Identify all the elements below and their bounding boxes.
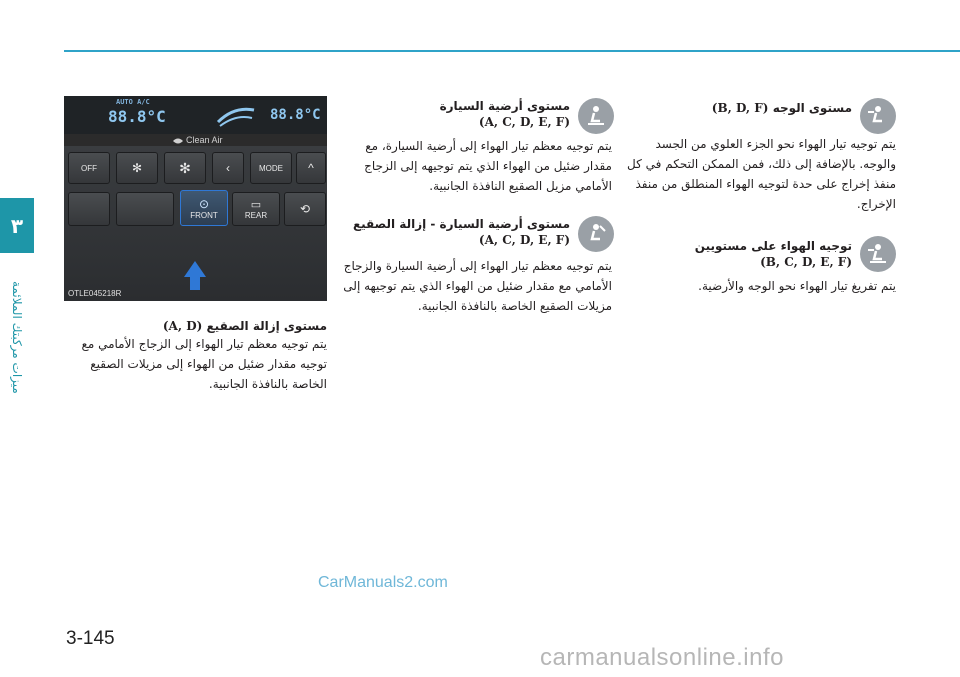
section-floor-body bbox=[340, 136, 612, 196]
chapter-title-text: ميزات مركبتك الملائمة bbox=[10, 280, 24, 394]
panel-blank-button-1[interactable] bbox=[68, 192, 110, 226]
panel-blank-button-2[interactable] bbox=[116, 192, 174, 226]
front-defrost-button[interactable] bbox=[180, 190, 228, 226]
display-temp-left: 88.8°C bbox=[108, 107, 166, 126]
watermark: CarManuals2.com bbox=[318, 574, 448, 591]
section-models: (B, D, F) bbox=[711, 101, 769, 115]
display-temp-right: 88.8°C bbox=[270, 107, 321, 123]
mode-button[interactable]: MODE bbox=[250, 152, 292, 184]
fan-high-button[interactable]: ✻ bbox=[164, 152, 206, 184]
section-bilevel bbox=[620, 238, 852, 270]
fan-low-button[interactable]: ✻ bbox=[116, 152, 158, 184]
header-rule bbox=[64, 50, 960, 52]
mode-up-button[interactable]: ^ bbox=[296, 152, 326, 184]
clean-air-label: Clean Air bbox=[186, 135, 223, 145]
rear-defrost-icon: ▭ bbox=[250, 199, 262, 211]
section-title: مستوى أرضية السيارة bbox=[439, 99, 570, 113]
pointer-arrow-icon bbox=[184, 261, 206, 277]
section-floor-defrost-body bbox=[340, 256, 612, 316]
pointer-arrow-stem bbox=[190, 276, 200, 290]
bilevel-icon bbox=[860, 236, 896, 272]
section-body: يتم توجيه معظم تيار الهواء إلى أرضية السيارة والزجاج الأمامي مع مقدار ضئيل من الهواء الذي يتم توجيهه إلى مزيلات الصقيع الخاصة بالنافذة الجانبية. bbox=[343, 259, 612, 313]
section-models: (A, C, D, E, F) bbox=[478, 233, 570, 247]
section-body: يتم تفريغ تيار الهواء نحو الوجه والأرضية. bbox=[698, 279, 896, 293]
climate-display bbox=[64, 96, 327, 134]
section-body: يتم توجيه معظم تيار الهواء إلى أرضية السيارة، مع مقدار ضئيل من الهواء الذي يتم توجيهه إلى الزجاج الأمامي مزيل الصقيع النافذة الجانبية. bbox=[364, 139, 612, 193]
footer-watermark: carmanualsonline.info bbox=[540, 644, 784, 671]
chapter-number: ٣ bbox=[10, 213, 24, 238]
clean-air-icon bbox=[172, 136, 184, 146]
section-floor-defrost bbox=[340, 216, 570, 248]
section-face-body bbox=[620, 134, 896, 214]
page-number: 3-145 bbox=[66, 628, 115, 649]
floor-defrost-level-icon bbox=[578, 216, 614, 252]
chapter-title bbox=[2, 262, 32, 412]
section-title bbox=[64, 318, 327, 334]
floor-level-icon bbox=[578, 98, 614, 134]
section-body: يتم توجيه معظم تيار الهواء إلى الزجاج الأمامي مع توجيه مقدار ضئيل من الهواء إلى مزيلات الصقيع الخاصة بالنافذة الجانبية. bbox=[81, 337, 327, 391]
figure-caption: OTLE045218R bbox=[68, 289, 122, 298]
section-title-text: مستوى الوجه bbox=[772, 101, 852, 115]
section-windshield bbox=[64, 318, 327, 394]
section-models: (A, C, D, E, F) bbox=[478, 115, 570, 129]
section-bilevel-body bbox=[620, 276, 896, 296]
climate-control-figure bbox=[64, 96, 327, 301]
section-body: يتم توجيه تيار الهواء نحو الجزء العلوي من الجسد والوجه. بالإضافة إلى ذلك، فمن الممكن التحكم في كل منفذ إخراج على حدة لتوجيه الهواء المنطلق من منفذ الإخراج. bbox=[627, 137, 896, 211]
section-title: توجيه الهواء على مستويين bbox=[694, 239, 852, 253]
rear-defrost-button[interactable] bbox=[232, 192, 280, 226]
mode-down-button[interactable]: ‹ bbox=[212, 152, 244, 184]
recirculation-button[interactable]: ⟲ bbox=[284, 192, 326, 226]
front-defrost-label: FRONT bbox=[190, 210, 218, 220]
section-models: (B, C, D, E, F) bbox=[760, 255, 852, 269]
face-level-icon bbox=[860, 98, 896, 134]
section-floor bbox=[340, 98, 570, 130]
section-title-text: مستوى إزالة الصقيع bbox=[206, 319, 327, 333]
section-models: (A, D) bbox=[162, 319, 203, 333]
section-title bbox=[620, 100, 852, 116]
rear-defrost-label: REAR bbox=[244, 211, 268, 220]
off-button[interactable]: OFF bbox=[68, 152, 110, 184]
section-face bbox=[620, 100, 852, 116]
front-defrost-icon: ⊙ bbox=[198, 196, 210, 211]
airflow-display-icon bbox=[214, 102, 258, 128]
display-top-label: AUTO A/C bbox=[116, 98, 150, 106]
section-title: مستوى أرضية السيارة - إزالة الصقيع bbox=[352, 217, 570, 231]
